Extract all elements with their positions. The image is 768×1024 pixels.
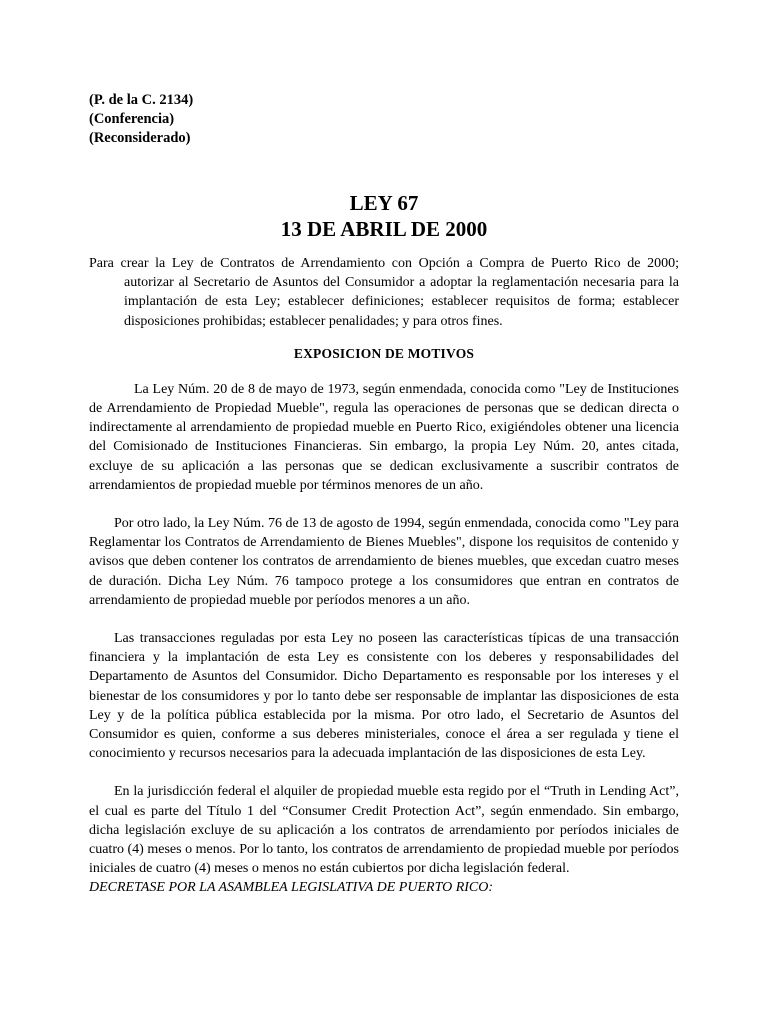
motives-paragraph-2: Por otro lado, la Ley Núm. 76 de 13 de agosto de 1994, según enmendada, conocida como "Ley para Reglamentar los Contratos de Arrendamiento de Bienes Muebles", dispone los requisitos de contenido y avisos que deben contener los contratos de arrendamiento de bienes muebles, que excedan cuatro meses de duración. Dicha Ley Núm. 76 tampoco protege a los consumidores que entran en contratos de arrendamiento de propiedad mueble por períodos menores a un año. — [89, 516, 679, 608]
conference-label: (Conferencia) — [89, 111, 175, 127]
bill-references — [89, 91, 679, 148]
law-title — [89, 190, 679, 242]
law-number: LEY 67 — [349, 191, 419, 215]
decree-statement: DECRETASE POR LA ASAMBLEA LEGISLATIVA DE PUERTO RICO: — [89, 880, 494, 896]
law-date: 13 DE ABRIL DE 2000 — [280, 217, 488, 241]
bill-reference: (P. de la C. 2134) — [89, 92, 194, 108]
motives-paragraph-3: Las transacciones reguladas por esta Ley no poseen las características típicas de una transacción financiera y la implantación de esta Ley es consistente con los deberes y responsabilidades del Departamento de Asuntos del Consumidor. Dicho Departamento es responsable por los intereses y el bienestar de los consumidores y por lo tanto debe ser responsable de implantar las disposiciones de esta Ley y de la política pública establecida por la misma. Por otro lado, el Secretario de Asuntos del Consumidor es quien, conforme a sus deberes ministeriales, conoce el área a ser regulada y tiene el conocimiento y recursos necesarios para la adecuada implantación de las disposiciones de esta Ley. — [89, 631, 679, 762]
motives-heading: EXPOSICION DE MOTIVOS — [293, 345, 475, 361]
law-summary: Para crear la Ley de Contratos de Arrendamiento con Opción a Compra de Puerto Rico de 2000; autorizar al Secretario de Asuntos del Consumidor a adoptar la reglamentación necesaria para la implantación de esta Ley; establecer definiciones; establecer requisitos de forma; establecer disposiciones prohibidas; establecer penalidades; y para otros fines. — [89, 256, 679, 329]
motives-paragraph-1: La Ley Núm. 20 de 8 de mayo de 1973, según enmendada, conocida como "Ley de Instituciones de Arrendamiento de Propiedad Mueble", regula las operaciones de personas que se dedican directa o indirectamente al arrendamiento de propiedad mueble en Puerto Rico, exigiéndoles obtener una licencia del Comisionado de Instituciones Financieras. Sin embargo, la propia Ley Núm. 20, antes citada, excluye de su aplicación a las personas que se dedican exclusivamente a suscribir contratos de arrendamientos de propiedad mueble por términos menores de un año. — [89, 381, 679, 493]
reconsidered-label: (Reconsiderado) — [89, 130, 191, 146]
motives-paragraph-4: En la jurisdicción federal el alquiler de propiedad mueble esta regido por el “Truth in Lending Act”, el cual es parte del Título 1 del “Consumer Credit Protection Act”, según enmendado. Sin embargo, dicha legislación excluye de su aplicación a los contratos de arrendamiento por períodos iniciales de cuatro (4) meses o menos. Por lo tanto, los contratos de arrendamiento de propiedad mueble por períodos iniciales de cuatro (4) meses o menos no están cubiertos por dicha legislación federal. — [89, 784, 679, 877]
